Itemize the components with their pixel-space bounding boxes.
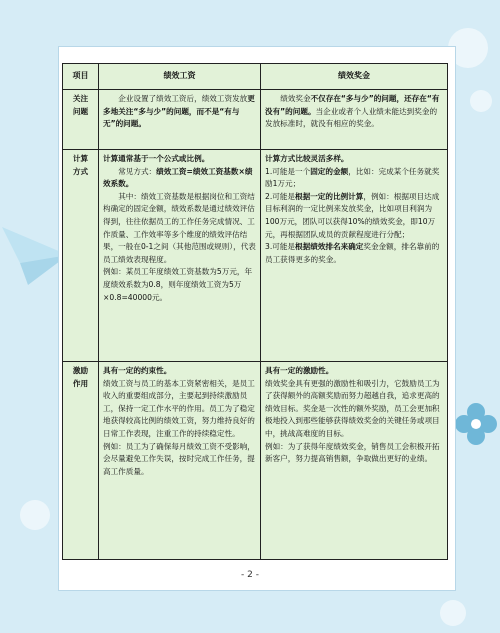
bonus-calc-title: 计算方式比较灵活多样。 bbox=[265, 154, 349, 163]
text-run: 当企业或者个人业绩未能达到奖金的发放标准时，就没有相应的奖金。 bbox=[265, 106, 438, 129]
text-run: 奖金金额，排名靠前的员工获得更多的奖金。 bbox=[265, 242, 440, 264]
wage-calc-body: 其中：绩效工资基数是根据岗位和工资结构确定的固定金额，绩效系数是通过绩效评估得到，往往依据员工的工作任务完成情况、工作质量、工作效率等多个维度的绩效评估结果，一般在0-1之间（其他范围或规则），代表员工绩效表现程度。 bbox=[103, 191, 256, 264]
bonus-incentive-body: 绩效奖金具有更强的激励性和吸引力，它鼓励员工为了获得额外的高额奖励而努力超越自我，追求更高的绩效目标。奖金是一次性的额外奖励，员工会更加积极地投入到那些能够获得绩效奖金的关键任务或项目中，挑战高难度的目标。 bbox=[265, 378, 440, 438]
bonus-calc-item-1 bbox=[265, 166, 443, 191]
header-performance-wage: 绩效工资 bbox=[99, 64, 261, 90]
bonus-incentive-title: 具有一定的激励性。 bbox=[265, 366, 334, 375]
cell-bonus-calc bbox=[261, 150, 448, 362]
flower-icon bbox=[452, 400, 500, 448]
header-performance-bonus: 绩效奖金 bbox=[261, 64, 448, 90]
text-run: 不仅存在“多与少”的问题，还存在“有没有”的问题。 bbox=[265, 94, 440, 116]
cell-bonus-incentive bbox=[261, 362, 448, 560]
text-run: ，比如：完成某个任务就奖励1万元； bbox=[265, 166, 440, 189]
page-number: - 2 - bbox=[241, 570, 259, 580]
row-label-focus: 关注 问题 bbox=[63, 90, 99, 150]
wage-formula: 绩效工资=绩效工资基数×绩效系数。 bbox=[103, 166, 253, 189]
header-item: 项目 bbox=[63, 64, 99, 90]
row-label-incentive: 激励 作用 bbox=[63, 362, 99, 560]
bonus-calc-item-2 bbox=[265, 191, 443, 241]
table-row-focus bbox=[63, 90, 448, 150]
wage-incentive-example: 例如：员工为了确保每月绩效工资不受影响，会尽量避免工作失误，按时完成工作任务，提高工作质量。 bbox=[103, 441, 255, 476]
wage-calc-formula bbox=[103, 166, 256, 191]
text-run: 根据一定的比例计算 bbox=[295, 191, 364, 201]
table-row-incentive bbox=[63, 362, 448, 560]
comparison-table bbox=[62, 63, 448, 560]
wage-formula-prefix: 常见方式： bbox=[118, 166, 157, 176]
cell-wage-focus bbox=[99, 90, 261, 150]
wage-incentive-body: 绩效工资与员工的基本工资紧密相关，是员工收入的重要组成部分，主要起到持续激励员工，保持一定工作水平的作用。员工为了稳定地获得较高比例的绩效工资，努力维持良好的日常工作表现，注重工作的持续稳定性。 bbox=[103, 378, 255, 438]
bonus-calc-item-3 bbox=[265, 241, 443, 266]
text-run: 更多地关注“多与少”的问题，而不是“有与无”的问题。 bbox=[103, 94, 255, 129]
wage-incentive-title: 具有一定的约束性。 bbox=[103, 366, 172, 375]
row-label-calc: 计算 方式 bbox=[63, 150, 99, 362]
wage-calc-example: 例如：某员工年度绩效工资基数为5万元，年度绩效系数为0.8，则年度绩效工资为5万×0.8=40000元。 bbox=[103, 267, 253, 302]
text-run: 固定的金额 bbox=[310, 166, 349, 176]
text-run: 绩效奖金 bbox=[280, 94, 311, 103]
cell-wage-calc bbox=[99, 150, 261, 362]
text-run: ，例如：根据项目达成目标利润的一定比例来发放奖金，比如项目利润为100万元，团队可以获得10%的绩效奖金，即10万元，再根据团队成员的贡献程度进行分配； bbox=[265, 191, 440, 239]
bonus-incentive-example: 例如：为了获得年度绩效奖金，销售员工会积极开拓新客户，努力提高销售额，争取做出更好的业绩。 bbox=[265, 441, 440, 464]
text-run: 2.可能是 bbox=[265, 191, 296, 201]
text-run: 3.可能是 bbox=[265, 242, 296, 252]
text-run: 1.可能是一个 bbox=[265, 166, 311, 176]
text-run: 根据绩效排名来确定 bbox=[295, 242, 364, 252]
text-run: 企业设置了绩效工资后，绩效工资发放 bbox=[118, 94, 248, 103]
wage-calc-title: 计算通常基于一个公式或比例。 bbox=[103, 154, 210, 163]
cell-wage-incentive bbox=[99, 362, 261, 560]
table-header-row bbox=[63, 64, 448, 90]
cell-bonus-focus bbox=[261, 90, 448, 150]
table-row-calc bbox=[63, 150, 448, 362]
